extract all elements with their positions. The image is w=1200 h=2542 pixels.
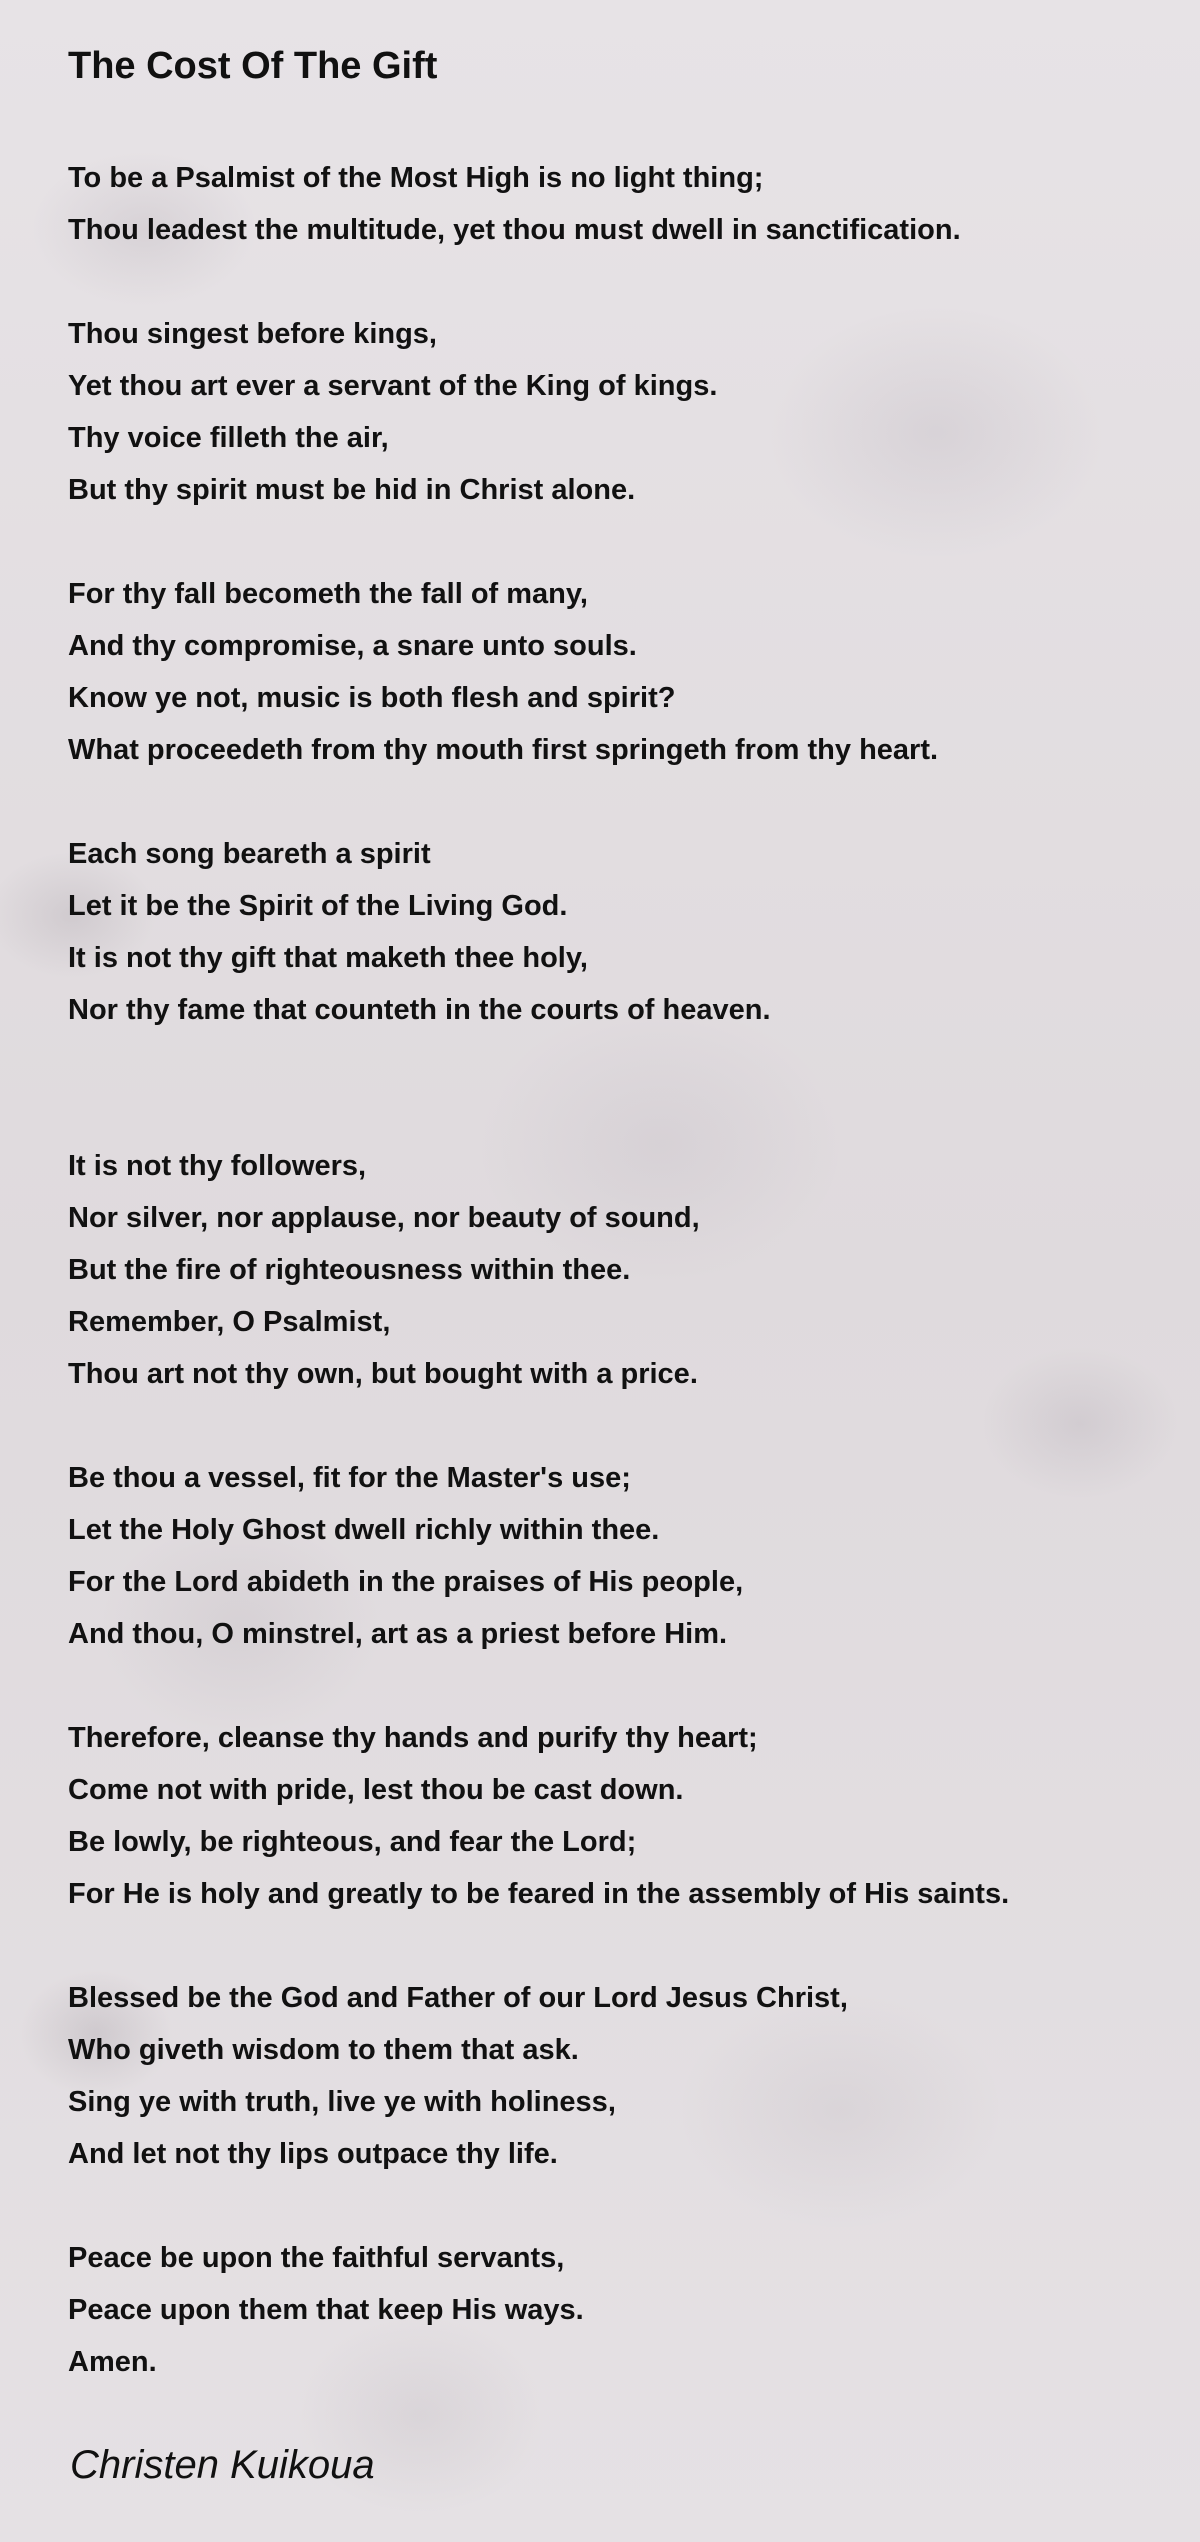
stanza [68, 1140, 1168, 1400]
poem-line: Be thou a vessel, fit for the Master's use; [68, 1462, 631, 1494]
poem-line: Remember, O Psalmist, [68, 1306, 391, 1338]
stanza [68, 568, 1168, 776]
poem-line: But the fire of righteousness within thee. [68, 1254, 631, 1286]
poem-line: Peace upon them that keep His ways. [68, 2294, 584, 2326]
poem-line: Nor silver, nor applause, nor beauty of sound, [68, 1202, 700, 1234]
stanza [68, 1972, 1168, 2180]
poem-author: Christen Kuikoua [70, 2443, 375, 2487]
poem-line: What proceedeth from thy mouth first springeth from thy heart. [68, 734, 939, 766]
poem-line: For He is holy and greatly to be feared in the assembly of His saints. [68, 1878, 1010, 1910]
poem-title: The Cost Of The Gift [68, 45, 438, 87]
poem-line: Nor thy fame that counteth in the courts of heaven. [68, 994, 771, 1026]
poem-line: And thou, O minstrel, art as a priest before Him. [68, 1618, 728, 1650]
stanza [68, 1712, 1168, 1920]
poem-line: And let not thy lips outpace thy life. [68, 2138, 558, 2170]
stanza [68, 152, 1168, 256]
poem-line: Yet thou art ever a servant of the King of kings. [68, 370, 718, 402]
poem-body [68, 152, 1168, 2440]
stanza [68, 828, 1168, 1036]
poem-line: Who giveth wisdom to them that ask. [68, 2034, 579, 2066]
poem-line: Each song beareth a spirit [68, 838, 431, 870]
poem-line: Come not with pride, lest thou be cast down. [68, 1774, 684, 1806]
poem-line: It is not thy gift that maketh thee holy, [68, 942, 588, 974]
poem-line: Therefore, cleanse thy hands and purify thy heart; [68, 1722, 758, 1754]
poem-line: For the Lord abideth in the praises of His people, [68, 1566, 744, 1598]
poem-line: Let the Holy Ghost dwell richly within thee. [68, 1514, 660, 1546]
poem-line: Thou art not thy own, but bought with a price. [68, 1358, 698, 1390]
poem-line: Thou singest before kings, [68, 318, 437, 350]
stanza [68, 2232, 1168, 2388]
poem-line: Let it be the Spirit of the Living God. [68, 890, 568, 922]
poem-line: For thy fall becometh the fall of many, [68, 578, 588, 610]
poem-line: Thou leadest the multitude, yet thou must dwell in sanctification. [68, 214, 961, 246]
poem-line: And thy compromise, a snare unto souls. [68, 630, 637, 662]
poem-line: Thy voice filleth the air, [68, 422, 389, 454]
stanza [68, 1452, 1168, 1660]
stanza [68, 308, 1168, 516]
poem-line: Blessed be the God and Father of our Lord Jesus Christ, [68, 1982, 848, 2014]
poem-line: But thy spirit must be hid in Christ alone. [68, 474, 636, 506]
poem-line: Peace be upon the faithful servants, [68, 2242, 565, 2274]
poem-line: Amen. [68, 2346, 157, 2378]
poem-line: To be a Psalmist of the Most High is no light thing; [68, 162, 764, 194]
poem-line: It is not thy followers, [68, 1150, 367, 1182]
poem-container [68, 42, 1168, 2378]
poem-line: Know ye not, music is both flesh and spirit? [68, 682, 676, 714]
poem-line: Sing ye with truth, live ye with holiness, [68, 2086, 616, 2118]
poem-line: Be lowly, be righteous, and fear the Lord; [68, 1826, 637, 1858]
